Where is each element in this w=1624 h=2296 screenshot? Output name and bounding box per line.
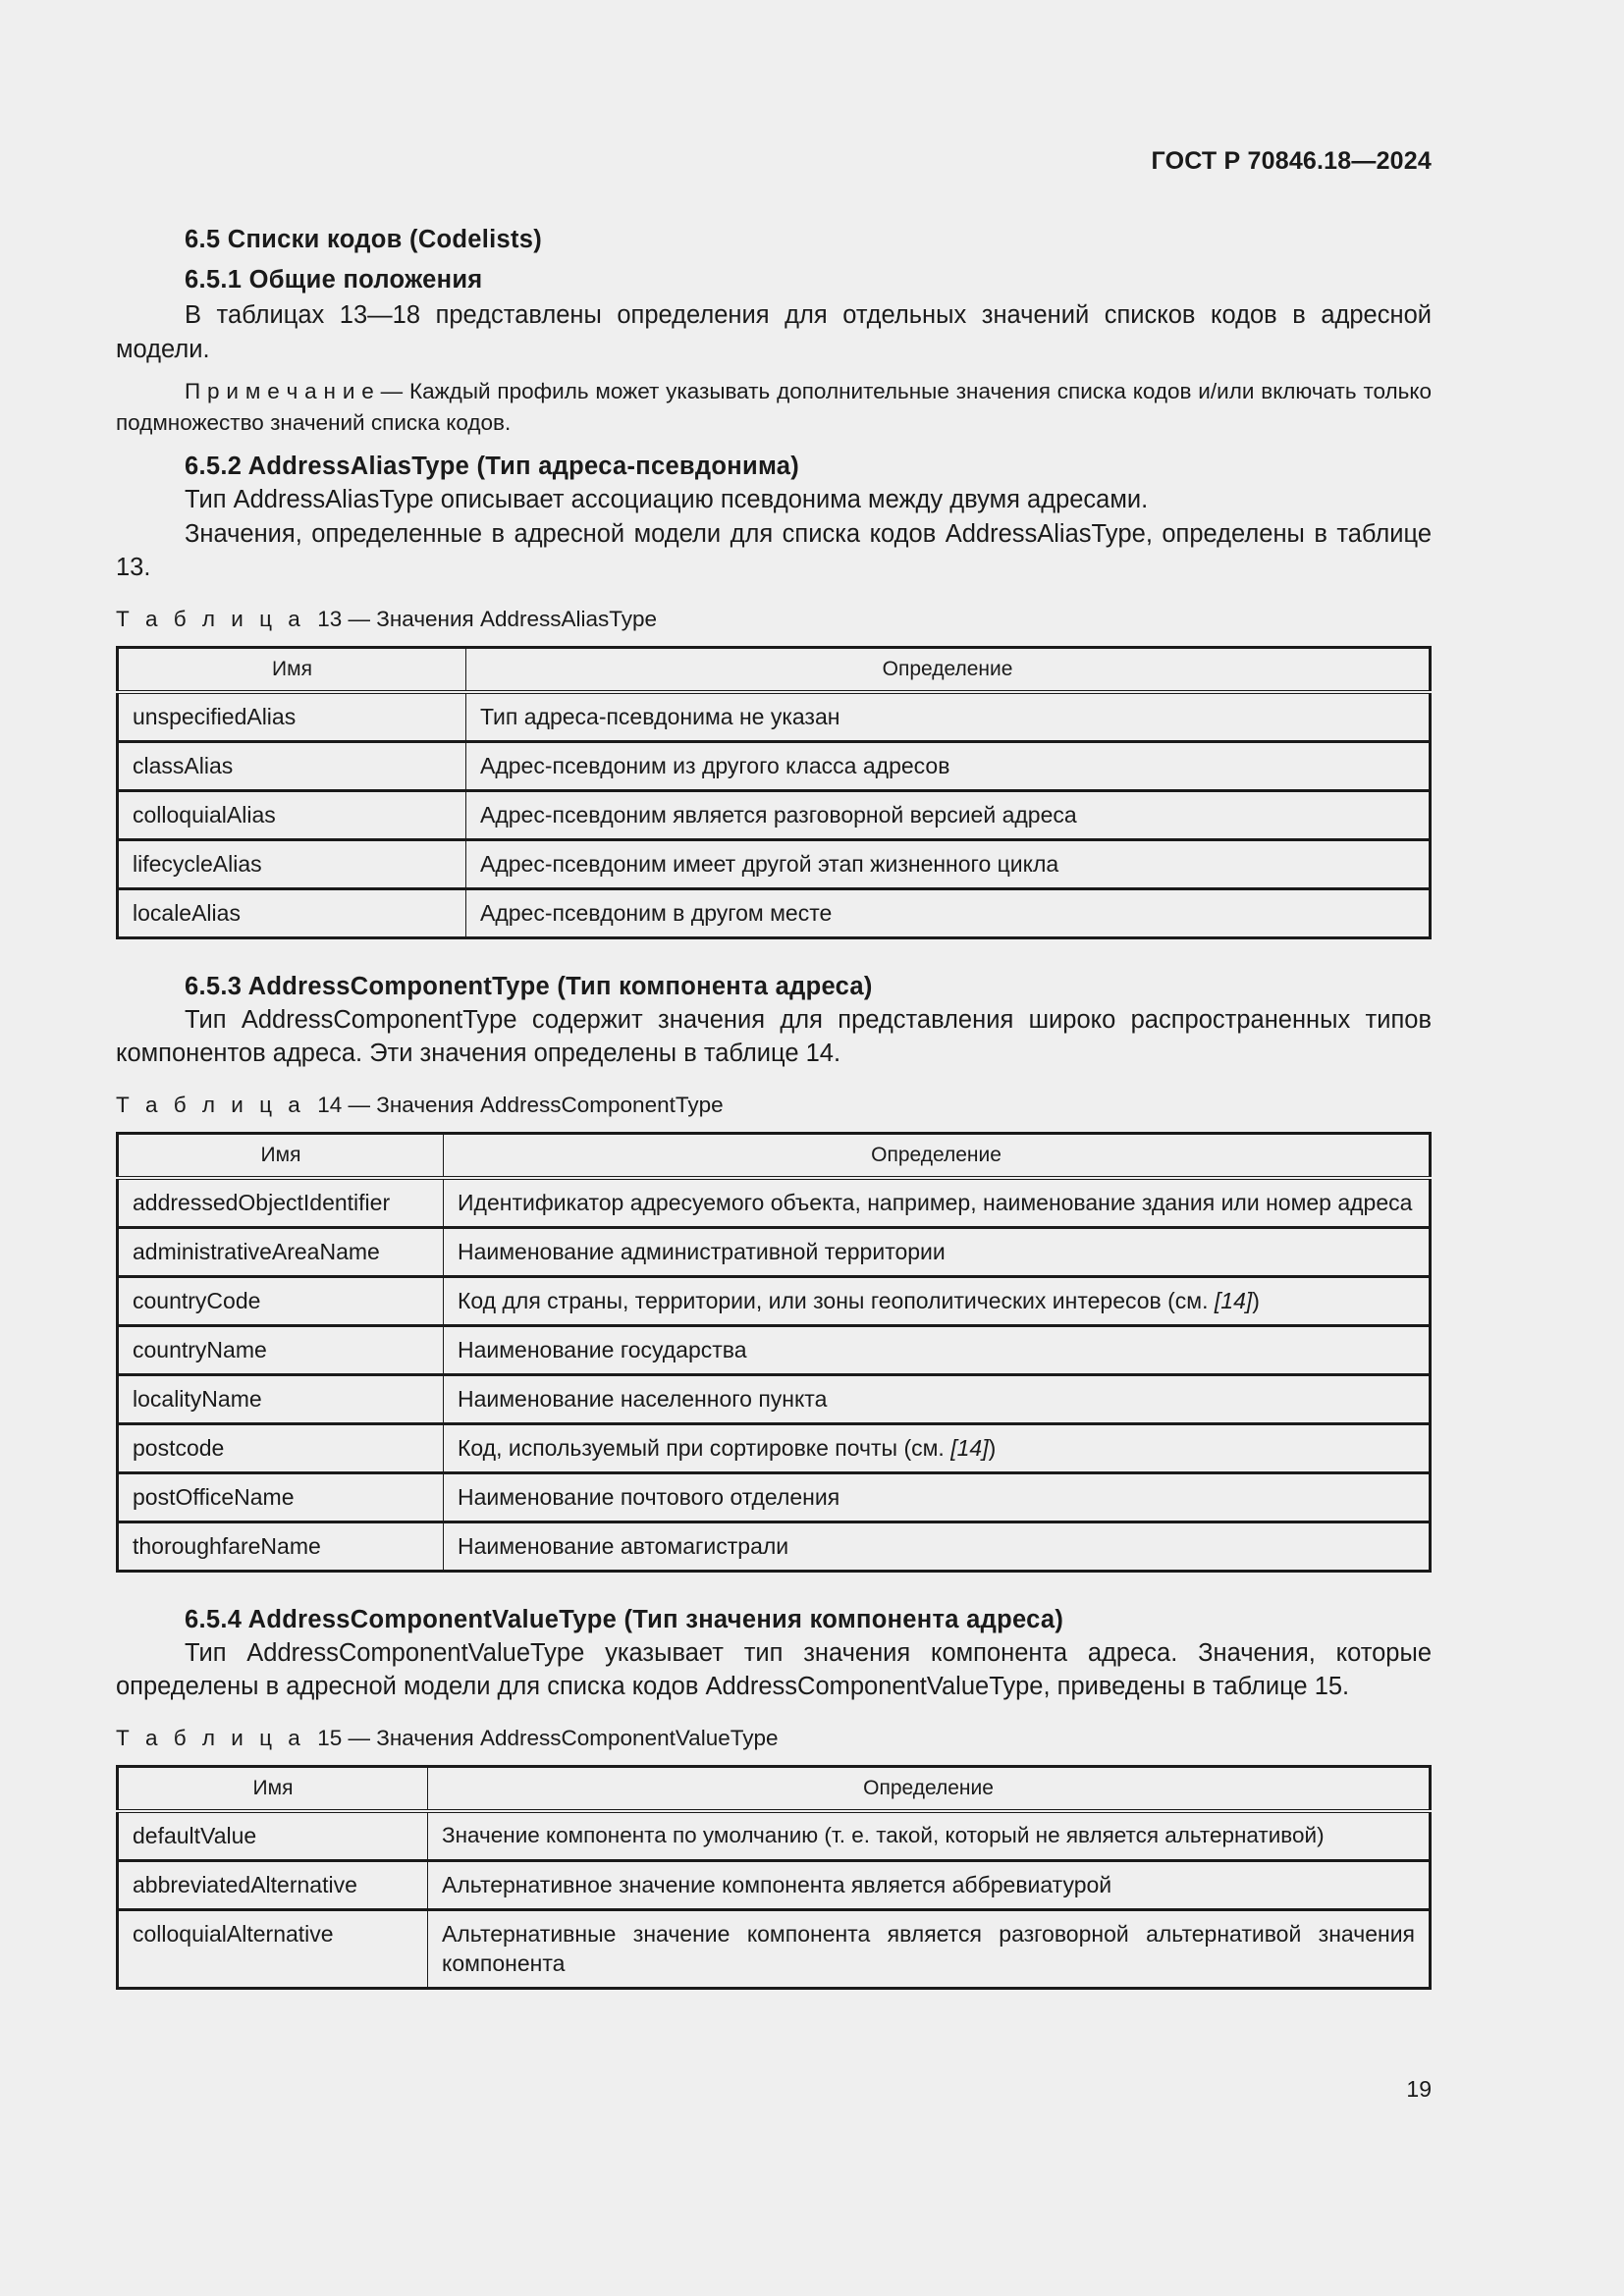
table-row	[118, 1522, 1431, 1571]
table-cell-definition: Адрес-псевдоним в другом месте	[466, 888, 1431, 937]
section-6-5-4-text	[116, 1636, 1432, 1704]
section-6-5-2-text2-content: Значения, определенные в адресной модели для списка кодов AddressAliasType, определены в таблице 13.	[116, 519, 1432, 581]
table-cell-name: unspecifiedAlias	[118, 692, 466, 742]
table-14-header-definition: Определение	[444, 1133, 1431, 1178]
table-cell-definition	[444, 1423, 1431, 1472]
table-row	[118, 1472, 1431, 1522]
table-cell-definition: Тип адреса-псевдонима не указан	[466, 692, 1431, 742]
table-13-header-name: Имя	[118, 647, 466, 692]
note-label: П р и м е ч а н и е	[185, 379, 374, 403]
table-cell-definition: Наименование государства	[444, 1325, 1431, 1374]
table-cell-definition: Альтернативное значение компонента является аббревиатурой	[428, 1860, 1431, 1909]
table-row	[118, 1909, 1431, 1988]
section-6-5-1-text	[116, 298, 1432, 366]
table-13-caption	[116, 607, 1432, 632]
table-cell-name: defaultValue	[118, 1811, 428, 1861]
table-cell-name: thoroughfareName	[118, 1522, 444, 1571]
table-cell-definition: Наименование административной территории	[444, 1227, 1431, 1276]
table-row	[118, 839, 1431, 888]
table-cell-definition: Наименование населенного пункта	[444, 1374, 1431, 1423]
table-row	[118, 692, 1431, 742]
table-14-caption-text: 14 — Значения AddressComponentType	[304, 1092, 724, 1117]
table-row	[118, 1811, 1431, 1861]
table-cell-name: classAlias	[118, 741, 466, 790]
section-6-5-2-title: 6.5.2 AddressAliasType (Тип адреса-псевдонима)	[185, 453, 800, 480]
table-row	[118, 1227, 1431, 1276]
section-6-5-1-text-content: В таблицах 13—18 представлены определения для отдельных значений списков кодов в адресной модели.	[116, 301, 1432, 363]
table-13-header-definition: Определение	[466, 647, 1431, 692]
definition-text-end: )	[988, 1434, 997, 1461]
table-14-caption-label: Т а б л и ц а	[116, 1092, 305, 1117]
page-number: 19	[1406, 2076, 1432, 2102]
table-row	[118, 790, 1431, 839]
definition-text: Код, используемый при сортировке почты (см.	[458, 1434, 951, 1461]
definition-text: Код для страны, территории, или зоны геополитических интересов (см.	[458, 1287, 1215, 1313]
table-cell-definition: Адрес-псевдоним является разговорной версией адреса	[466, 790, 1431, 839]
reference-link: [14]	[1214, 1287, 1253, 1313]
table-cell-definition: Значение компонента по умолчанию (т. е. такой, который не является альтернативой)	[428, 1811, 1431, 1861]
table-13-caption-text: 13 — Значения AddressAliasType	[304, 606, 658, 631]
table-15-caption-label: Т а б л и ц а	[116, 1725, 305, 1750]
section-6-5-3-text-content: Тип AddressComponentType содержит значения для представления широко распространенных типов компонентов адреса. Эти значения определены в таблице 14.	[116, 1005, 1432, 1067]
table-cell-name: countryCode	[118, 1276, 444, 1325]
table-row	[118, 1423, 1431, 1472]
table-cell-definition: Альтернативные значение компонента является разговорной альтернативой значения компонента	[428, 1909, 1431, 1988]
note-text: — Каждый профиль может указывать дополнительные значения списка кодов и/или включать только подмножество значений списка кодов.	[116, 379, 1432, 435]
table-15	[116, 1765, 1432, 1990]
section-6-5-3-title: 6.5.3 AddressComponentType (Тип компонента адреса)	[185, 972, 873, 1000]
table-row	[118, 741, 1431, 790]
section-6-5-4-text-content: Тип AddressComponentValueType указывает тип значения компонента адреса. Значения, которые определены в адресной модели для списка кодов AddressComponentValueType, приведены в таблице 15.	[116, 1638, 1432, 1700]
table-cell-name: countryName	[118, 1325, 444, 1374]
table-cell-definition: Адрес-псевдоним имеет другой этап жизненного цикла	[466, 839, 1431, 888]
table-row	[118, 1860, 1431, 1909]
table-cell-definition: Идентификатор адресуемого объекта, например, наименование здания или номер адреса	[444, 1178, 1431, 1228]
section-6-5-2-text1	[116, 483, 1432, 517]
table-row	[118, 888, 1431, 937]
document-code: ГОСТ Р 70846.18—2024	[1151, 147, 1432, 175]
table-cell-definition: Адрес-псевдоним из другого класса адресов	[466, 741, 1431, 790]
table-cell-definition: Наименование автомагистрали	[444, 1522, 1431, 1571]
section-6-5-1-note	[116, 376, 1432, 439]
table-15-caption-text: 15 — Значения AddressComponentValueType	[304, 1725, 779, 1750]
table-cell-name: localityName	[118, 1374, 444, 1423]
table-13-caption-label: Т а б л и ц а	[116, 606, 305, 631]
table-row	[118, 1276, 1431, 1325]
section-6-5-2-text2	[116, 517, 1432, 585]
table-14-caption	[116, 1093, 1432, 1118]
table-cell-name: abbreviatedAlternative	[118, 1860, 428, 1909]
section-6-5-title: 6.5 Списки кодов (Codelists)	[185, 226, 543, 253]
table-cell-definition	[444, 1276, 1431, 1325]
reference-link: [14]	[950, 1434, 989, 1461]
table-row	[118, 1178, 1431, 1228]
section-6-5-4-title: 6.5.4 AddressComponentValueType (Тип значения компонента адреса)	[185, 1605, 1064, 1633]
table-14-header-name: Имя	[118, 1133, 444, 1178]
table-cell-name: lifecycleAlias	[118, 839, 466, 888]
table-cell-name: postOfficeName	[118, 1472, 444, 1522]
table-row	[118, 1325, 1431, 1374]
table-15-caption	[116, 1726, 1432, 1751]
table-cell-name: localeAlias	[118, 888, 466, 937]
table-cell-name: addressedObjectIdentifier	[118, 1178, 444, 1228]
table-15-header-name: Имя	[118, 1766, 428, 1811]
table-cell-name: administrativeAreaName	[118, 1227, 444, 1276]
table-15-header-definition: Определение	[428, 1766, 1431, 1811]
table-cell-name: colloquialAlias	[118, 790, 466, 839]
page-content	[116, 220, 1432, 1990]
table-13	[116, 646, 1432, 939]
table-cell-name: colloquialAlternative	[118, 1909, 428, 1988]
definition-text-end: )	[1252, 1287, 1260, 1313]
table-14	[116, 1132, 1432, 1573]
table-cell-definition: Наименование почтового отделения	[444, 1472, 1431, 1522]
section-6-5-1-title: 6.5.1 Общие положения	[185, 266, 483, 294]
table-row	[118, 1374, 1431, 1423]
table-cell-name: postcode	[118, 1423, 444, 1472]
section-6-5-2-text1-content: Тип AddressAliasType описывает ассоциацию псевдонима между двумя адресами.	[185, 486, 1149, 513]
section-6-5-3-text	[116, 1003, 1432, 1071]
